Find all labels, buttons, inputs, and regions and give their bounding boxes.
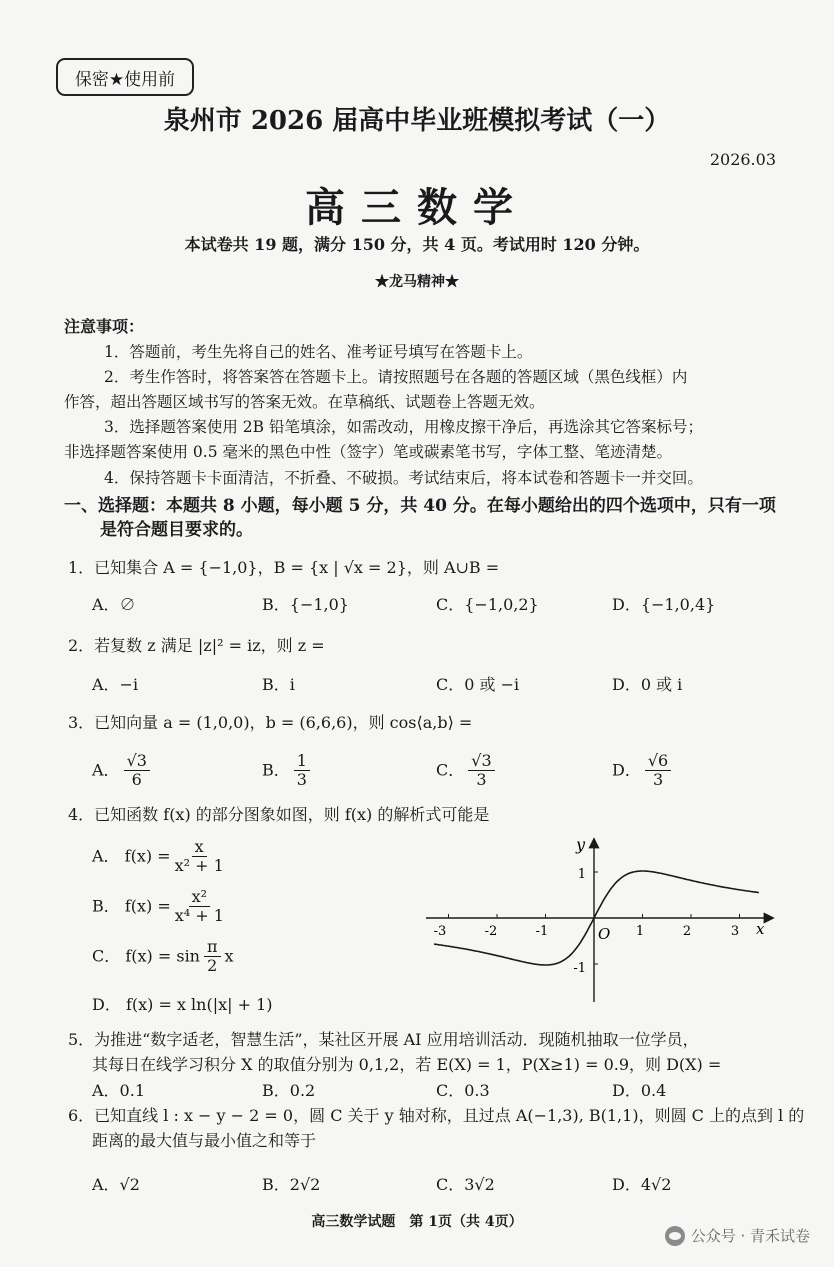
notice-line-5: 非选择题答案使用 0.5 毫米的黑色中性（签字）笔或碳素笔书写，字体工整、笔迹清楚。 — [64, 443, 673, 461]
q3-option-c: C． $\frac{√3}{3}$ — [436, 752, 499, 790]
x-tick-label: -2 — [484, 924, 498, 939]
q5-option-b: B．0.2 — [262, 1081, 316, 1100]
notice-line-3: 作答，超出答题区域书写的答案无效。在草稿纸、试题卷上答题无效。 — [64, 393, 545, 411]
y-tick-label: -1 — [573, 961, 586, 976]
origin-label: O — [598, 925, 611, 943]
x-tick-label: 1 — [635, 924, 645, 939]
q4-option-a: A． f(x) = $\frac{x}{\text{x² + 1}}$ — [92, 837, 224, 876]
q4-option-d: D． f(x) = x ln(|x| + 1) — [92, 995, 273, 1014]
question-2: 2．若复数 z 满足 |z|² = iz，则 z = — [68, 636, 325, 655]
q5-option-c: C．0.3 — [436, 1081, 490, 1100]
q3-option-d: D． $\frac{√6}{3}$ — [612, 752, 675, 790]
q5-option-a: A．0.1 — [92, 1081, 146, 1100]
watermark-text: 公众号 · 青禾试卷 — [690, 1227, 810, 1245]
q6-option-b: B．2√2 — [262, 1175, 321, 1194]
q1-option-b: B．{−1,0} — [262, 595, 349, 614]
question-6-cont: 距离的最大值与最小值之和等于 — [92, 1131, 317, 1150]
q5-option-d: D．0.4 — [612, 1081, 667, 1100]
q4-option-b: B． f(x) = $\frac{\text{x²}}{\text{x⁴ + 1}}$ — [92, 887, 224, 926]
section-heading-cont: 是符合题目要求的。 — [100, 520, 253, 540]
q6-option-a: A．√2 — [92, 1175, 140, 1194]
q6-option-c: C．3√2 — [436, 1175, 495, 1194]
q6-option-d: D．4√2 — [612, 1175, 672, 1194]
notice-title: 注意事项： — [64, 317, 145, 336]
watermark — [665, 1225, 810, 1246]
wechat-icon — [665, 1226, 685, 1246]
q3-option-b: B． $\frac{1}{3}$ — [262, 752, 314, 790]
question-1: 1．已知集合 A = {−1,0}，B = {x | √x = 2}，则 A∪B = — [68, 558, 500, 577]
y-axis-label: y — [576, 835, 586, 854]
x-tick-label: 2 — [682, 924, 692, 939]
exam-meta: 本试卷共 19 题，满分 150 分，共 4 页。考试用时 120 分钟。 — [184, 235, 650, 254]
exam-motto: ★龙马精神★ — [375, 274, 459, 290]
notice-line-6: 4．保持答题卡卡面清洁，不折叠、不破损。考试结束后，将本试卷和答题卡一并交回。 — [104, 469, 703, 487]
q1-option-c: C．{−1,0,2} — [436, 595, 539, 614]
x-axis-label: x — [756, 920, 765, 938]
q3-option-a: A． $\frac{√3}{6}$ — [92, 752, 154, 790]
exam-title: 泉州市 2026 届高中毕业班模拟考试（一） — [163, 106, 671, 136]
q1-option-a: A．∅ — [92, 595, 136, 614]
x-tick-label: 3 — [730, 924, 740, 939]
q2-option-a: A．−i — [92, 675, 139, 694]
confidential-stamp: 保密★使用前 — [56, 58, 194, 96]
page-footer: 高三数学试题 第 1页（共 4页） — [311, 1214, 523, 1230]
question-6: 6．已知直线 l : x − y − 2 = 0，圆 C 关于 y 轴对称，且过点 A(−1,3), B(1,1)，则圆 C 上的点到 l 的 — [68, 1106, 805, 1125]
section-heading: 一、选择题：本题共 8 小题，每小题 5 分，共 40 分。在每小题给出的四个选项中，只有一项 — [64, 496, 776, 516]
q4-option-c: C． f(x) = sin $\frac{\pi}{2}$ x — [92, 937, 234, 976]
function-graph — [420, 834, 780, 1006]
question-3: 3．已知向量 a = (1,0,0)，b = (6,6,6)，则 cos⟨a,b⟩ = — [68, 713, 473, 732]
q2-option-b: B．i — [262, 675, 295, 694]
subject-title: 高三数学 — [305, 184, 529, 231]
x-tick-label: -1 — [535, 924, 549, 939]
q2-option-c: C．0 或 −i — [436, 675, 520, 694]
exam-date: 2026.03 — [709, 150, 776, 169]
question-5-cont: 其每日在线学习积分 X 的取值分别为 0,1,2，若 E(X) = 1，P(X≥1) = 0.9，则 D(X) = — [92, 1055, 722, 1074]
question-4: 4．已知函数 f(x) 的部分图象如图，则 f(x) 的解析式可能是 — [68, 805, 490, 824]
notice-line-2: 2．考生作答时，将答案答在答题卡上。请按照题号在各题的答题区域（黑色线框）内 — [104, 368, 688, 386]
q2-option-d: D．0 或 i — [612, 675, 683, 694]
y-tick-label: 1 — [577, 867, 586, 882]
question-5: 5．为推进“数字适老，智慧生活”，某社区开展 AI 应用培训活动．现随机抽取一位学员， — [68, 1030, 699, 1049]
notice-line-1: 1．答题前，考生先将自己的姓名、准考证号填写在答题卡上。 — [104, 343, 533, 361]
x-tick-label: -3 — [433, 924, 447, 939]
q1-option-d: D．{−1,0,4} — [612, 595, 716, 614]
notice-line-4: 3．选择题答案使用 2B 铅笔填涂，如需改动，用橡皮擦干净后，再选涂其它答案标号； — [104, 418, 703, 436]
